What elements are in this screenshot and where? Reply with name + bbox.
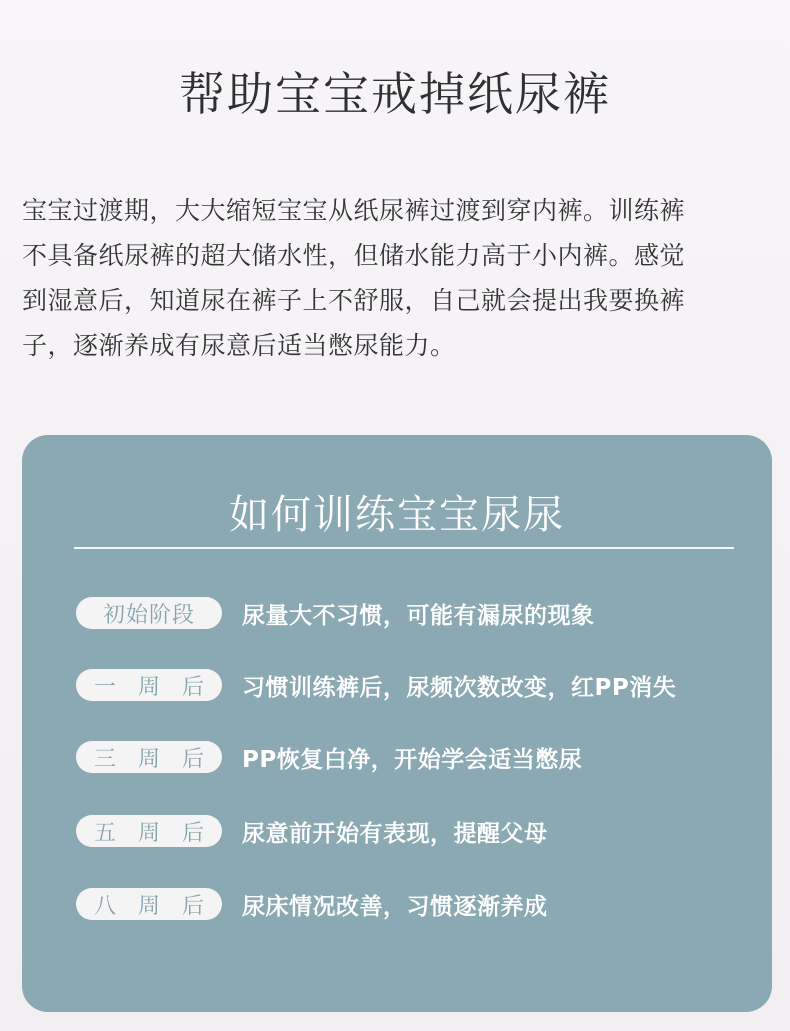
- stage-label-char: 后: [181, 893, 204, 919]
- stage-pill: [76, 741, 222, 773]
- stage-row-week-8: [76, 887, 548, 921]
- intro-line: 到湿意后，知道尿在裤子上不舒服，自己就会提出我要换裤: [22, 286, 686, 315]
- stage-pill: [76, 815, 222, 847]
- stage-pill: [76, 669, 222, 701]
- stage-label-char: 后: [181, 820, 204, 846]
- intro-paragraph: [22, 188, 778, 368]
- stage-label-char: 周: [137, 820, 160, 846]
- intro-line: 不具备纸尿裤的超大储水性，但储水能力高于小内裤。感觉: [22, 241, 686, 270]
- stage-row-initial: [76, 596, 595, 630]
- stage-label-char: 周: [137, 746, 160, 772]
- stage-row-week-1: [76, 668, 676, 702]
- stage-label: 初始阶段: [102, 602, 195, 628]
- intro-line: 子，逐渐养成有尿意后适当憋尿能力。: [22, 331, 456, 360]
- stage-label-char: 三: [94, 746, 117, 772]
- stage-label-char: 五: [94, 820, 117, 846]
- training-card: [22, 435, 772, 1012]
- stage-label-char: 周: [137, 674, 160, 700]
- page-title: 帮助宝宝戒掉纸尿裤: [179, 67, 611, 121]
- stage-label-char: 后: [181, 746, 204, 772]
- stage-label-char: 一: [94, 674, 117, 700]
- stage-description: 尿意前开始有表现，提醒父母: [242, 820, 548, 847]
- stage-description: 习惯训练裤后，尿频次数改变，红PP消失: [242, 674, 677, 701]
- stage-description: 尿量大不习惯，可能有漏尿的现象: [242, 602, 595, 629]
- stage-label-char: 八: [94, 893, 117, 919]
- stage-description: PP恢复白净，开始学会适当憋尿: [242, 746, 583, 773]
- stage-row-week-5: [76, 814, 548, 848]
- card-title: 如何训练宝宝尿尿: [229, 492, 565, 538]
- stage-description: 尿床情况改善，习惯逐渐养成: [242, 893, 548, 920]
- stage-pill: [76, 888, 222, 920]
- card-divider: [74, 547, 734, 549]
- stage-label-char: 周: [137, 893, 160, 919]
- intro-line: 宝宝过渡期，大大缩短宝宝从纸尿裤过渡到穿内裤。训练裤: [22, 196, 686, 225]
- stage-pill: [76, 597, 222, 629]
- stage-label-char: 后: [181, 674, 204, 700]
- stage-row-week-3: [76, 740, 582, 774]
